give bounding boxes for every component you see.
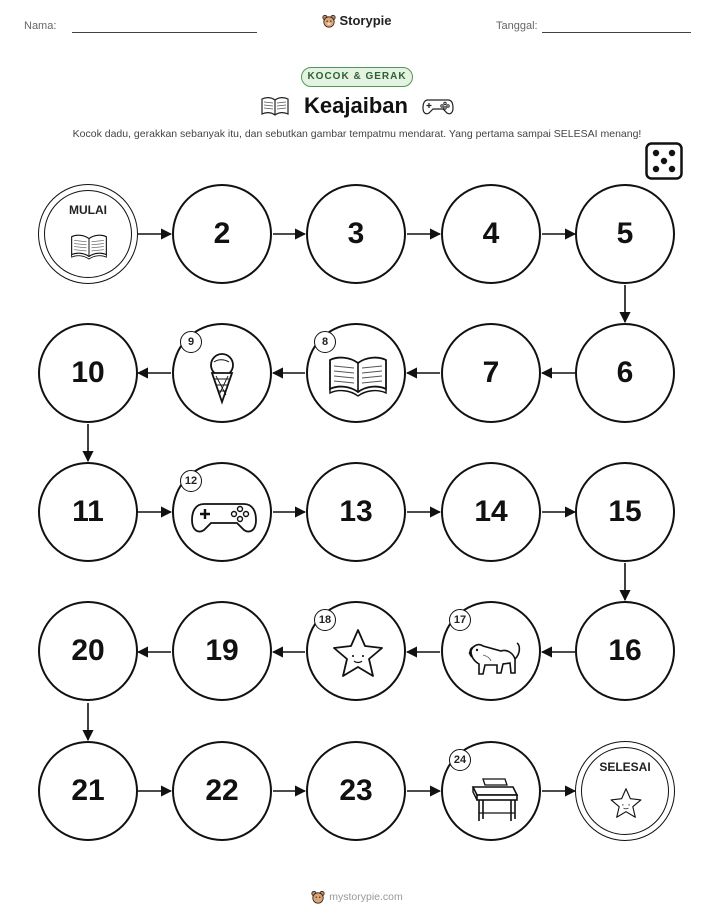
space-number-badge: 8: [314, 331, 336, 353]
board-space-24: [441, 741, 541, 841]
board-space-15: [575, 462, 675, 562]
board-space-11: [38, 462, 138, 562]
board-space-4: [441, 184, 541, 284]
board-space-9: [172, 323, 272, 423]
finish-label: SELESAI: [599, 760, 651, 774]
board-space-23: [306, 741, 406, 841]
board-space-22: [172, 741, 272, 841]
board-space-5: [575, 184, 675, 284]
board-space-8: [306, 323, 406, 423]
space-number: 5: [616, 217, 634, 250]
board-space-18: [306, 601, 406, 701]
book-icon: [39, 185, 139, 285]
space-number: 7: [482, 356, 500, 389]
start-space: [38, 184, 138, 284]
space-number-badge: 24: [449, 749, 471, 771]
space-number-badge: 17: [449, 609, 471, 631]
name-label: Nama:: [24, 20, 57, 32]
space-number: 21: [71, 774, 105, 807]
board-space-3: [306, 184, 406, 284]
space-number: 6: [616, 356, 634, 389]
board-space-2: [172, 184, 272, 284]
space-number: 2: [213, 217, 231, 250]
board-space-20: [38, 601, 138, 701]
star-icon: [576, 742, 676, 842]
space-number-badge: 12: [180, 470, 202, 492]
space-number: 22: [205, 774, 239, 807]
space-number: 4: [482, 217, 500, 250]
space-number: 10: [71, 356, 105, 389]
space-number: 13: [339, 495, 373, 528]
board-space-12: [172, 462, 272, 562]
bear-logo-icon: [311, 890, 325, 904]
space-number: 11: [72, 495, 104, 528]
board-space-17: [441, 601, 541, 701]
finish-space: [575, 741, 675, 841]
space-number: 14: [474, 495, 508, 528]
board-space-7: [441, 323, 541, 423]
board-space-10: [38, 323, 138, 423]
board-space-21: [38, 741, 138, 841]
date-label: Tanggal:: [496, 20, 538, 32]
board-space-19: [172, 601, 272, 701]
board-space-16: [575, 601, 675, 701]
space-number: 15: [608, 495, 642, 528]
space-number-badge: 9: [180, 331, 202, 353]
board-space-6: [575, 323, 675, 423]
space-number: 23: [339, 774, 373, 807]
start-label: MULAI: [69, 203, 107, 217]
activity-tag: KOCOK & GERAK: [301, 67, 413, 87]
footer: [0, 890, 714, 907]
board-space-14: [441, 462, 541, 562]
page-title: Keajaiban: [304, 93, 408, 118]
brand-name: Storypie: [339, 13, 392, 28]
space-number: 20: [71, 634, 105, 667]
space-number: 3: [347, 217, 365, 250]
space-number: 16: [608, 634, 642, 667]
space-number: 19: [205, 634, 239, 667]
instructions: Kocok dadu, gerakkan sebanyak itu, dan sebutkan gambar tempatmu mendarat. Yang pertama sampai SELESAI menang!: [72, 128, 642, 140]
board-space-13: [306, 462, 406, 562]
footer-url[interactable]: mystorypie.com: [329, 891, 403, 903]
space-number-badge: 18: [314, 609, 336, 631]
